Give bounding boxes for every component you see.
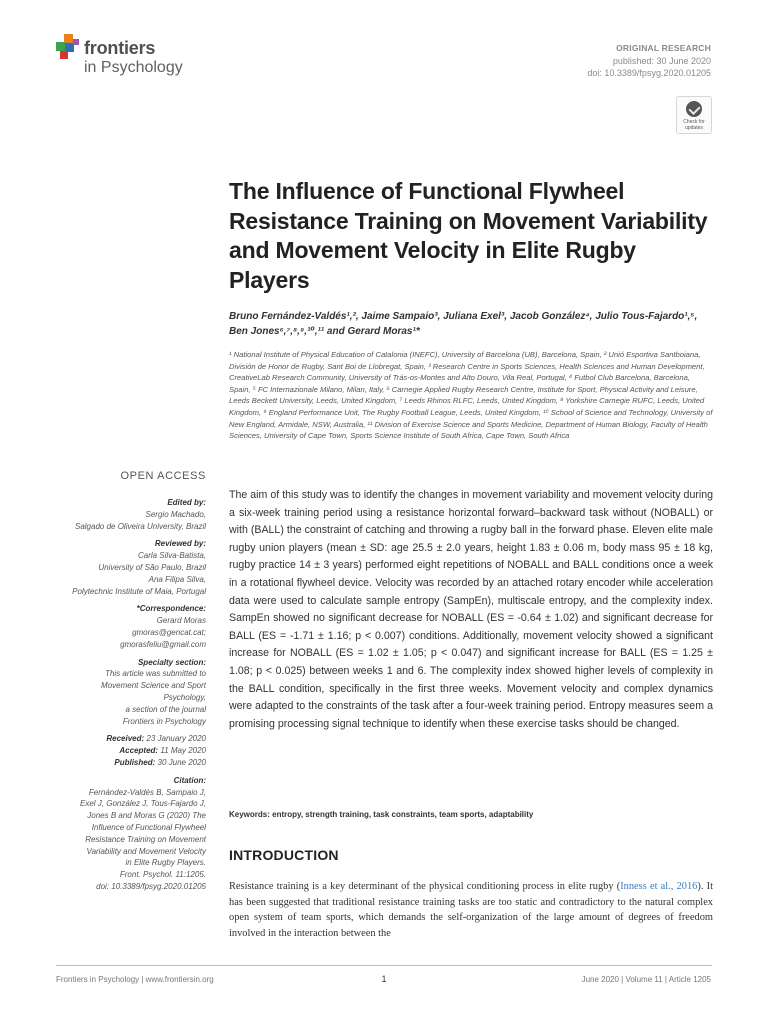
keywords: Keywords: entropy, strength training, task constraints, team sports, adaptability — [229, 810, 534, 819]
correspondent-name: Gerard Moras — [156, 616, 206, 626]
citation-line: in Elite Rugby Players. — [125, 858, 206, 868]
specialty-line: Frontiers in Psychology — [122, 716, 206, 726]
correspondence-heading: *Correspondence: — [136, 604, 206, 614]
page-number: 1 — [381, 974, 387, 984]
published-date: published: 30 June 2020 — [612, 56, 711, 66]
editor-affiliation: Salgado de Oliveira University, Brazil — [74, 521, 206, 531]
check-for-updates-button[interactable] — [676, 96, 712, 134]
correspondent-email[interactable]: gmoras@gencat.cat; — [132, 627, 206, 637]
correspondence — [24, 603, 206, 650]
footer-issue: June 2020 | Volume 11 | Article 1205 — [581, 975, 711, 984]
received-label: Received: — [106, 734, 145, 744]
reviewed-by-heading: Reviewed by: — [154, 539, 206, 549]
introduction-text: Resistance training is a key determinant of the physical conditioning process in elite rugby (Inness et al., 2016). It has been suggested that traditional resistance training tasks are too static and contradictory to the natural complex open system of team sports, which demands the self-organization of the large amount of degrees of freedom involved in the interaction between the — [229, 881, 713, 939]
citation-link[interactable]: Inness et al., 2016 — [620, 881, 698, 892]
reviewer-affiliation: University of São Paulo, Brazil — [98, 562, 206, 572]
specialty-heading: Specialty section: — [137, 657, 206, 667]
affiliations: ¹ National Institute of Physical Education of Catalonia (INEFC), University of Barcelona (UB), Barcelona, Spain, ² Unió Esportiva Santboiana, División de Honor de Rugby, Sant Boi de Llobregat, Spain, ³ Research Centre in Sports Sciences, Health Sciences and Human Development, CreativeLab Research Community, University of Trás-os-Montes and Alto Douro, Vila Real, Portugal, ⁴ Futbol Club Barcelona, Barcelona, Spain, ⁵ FC Internazionale Milano, Milan, Italy, ⁶ Carnegie Applied Rugby Research Centre, Institute for Sport, Physical Activity and Leisure, Leeds Beckett University, Leeds, United Kingdom, ⁷ Leeds Rhinos RLFC, Leeds, United Kingdom, ⁸ Yorkshire Carnegie RUFC, Leeds, United Kingdom, ⁹ England Performance Unit, The Rugby Football League, Leeds, United Kingdom, ¹⁰ School of Science and Technology, University of New England, Armidale, NSW, Australia, ¹¹ Division of Exercise Science and Sports Medicine, Department of Human Biology, Faculty of Health Sciences, University of Cape Town, Sports Science Institute of South Africa, Cape Town, South Africa — [229, 350, 713, 441]
journal-name: in Psychology — [84, 59, 183, 76]
edited-by-heading: Edited by: — [167, 498, 206, 507]
reviewer-affiliation: Polytechnic Institute of Maia, Portugal — [72, 586, 206, 596]
citation-line: Jones B and Moras G (2020) The — [87, 811, 206, 821]
edited-by — [24, 497, 206, 532]
accepted-label: Accepted: — [119, 746, 159, 756]
reviewed-by — [24, 538, 206, 597]
citation-line: Resistance Training on Movement — [85, 834, 206, 844]
footer-journal[interactable]: Frontiers in Psychology | www.frontiersin.org — [56, 975, 214, 984]
editor-name: Sergio Machado, — [145, 509, 206, 519]
specialty-line: Movement Science and Sport — [101, 681, 206, 691]
footer-divider — [56, 965, 712, 966]
received-date: Received: 23 January 2020 — [106, 734, 206, 744]
article-dates — [24, 733, 206, 768]
reviewer-name: Ana Filipa Silva, — [148, 574, 206, 584]
introduction-heading: INTRODUCTION — [229, 847, 339, 863]
citation — [24, 775, 206, 893]
reviewer-name: Carla Silva-Batista, — [137, 551, 206, 561]
citation-line: Exel J, González J, Tous-Fajardo J, — [80, 799, 206, 809]
citation-line: Influence of Functional Flywheel — [91, 822, 206, 832]
article-meta — [587, 55, 711, 79]
open-access-label: OPEN ACCESS — [120, 470, 206, 482]
specialty-line: a section of the journal — [125, 704, 206, 714]
journal-logo[interactable] — [56, 34, 216, 82]
specialty-line: This article was submitted to — [105, 669, 206, 679]
published-label: Published: — [114, 757, 156, 767]
citation-line: Fernández-Valdés B, Sampaio J, — [88, 787, 206, 797]
citation-heading: Citation: — [173, 775, 206, 785]
article-title: The Influence of Functional Flywheel Resistance Training on Movement Variability and Movement Velocity in Elite Rugby Players — [229, 178, 708, 293]
citation-line: Front. Psychol. 11:1205. — [119, 870, 206, 880]
accepted-date: Accepted: 11 May 2020 — [119, 746, 206, 756]
article-doi[interactable]: doi: 10.3389/fpsyg.2020.01205 — [587, 68, 711, 78]
specialty-section — [24, 657, 206, 728]
author-list: Bruno Fernández-Valdés¹,², Jaime Sampaio³, Juliana Exel³, Jacob González⁴, Julio Tous-Fajardo¹,⁵, Ben Jones⁶,⁷,⁸,⁹,¹⁰,¹¹ and Gerard Moras¹* — [229, 311, 698, 337]
article-sidebar — [24, 497, 206, 899]
frontiers-logo-icon — [56, 34, 82, 60]
abstract: The aim of this study was to identify the changes in movement variability and movement velocity during a six-week training period using a resistance horizontal forward–backward task without (NOBALL) or with (BALL) the constraint of catching and throwing a rugby ball in the forward phase. Eleven elite male rugby union players (mean ± SD: age 25.5 ± 2.0 years, height 1.83 ± 0.06 m, body mass 95 ± 18 kg, rugby practice 14 ± 3 years) performed eight repetitions of NOBALL and BALL conditions once a week in a rotational flywheel device. Velocity was recorded by an attached rotary encoder while acceleration data were used to calculate sample entropy (SampEn), multiscale entropy, and the complexity index. SampEn showed no significant decrease for NOBALL (ES = -0.64 ± 1.02) and significant decrease for BALL (ES = -1.71 ± 1.16; p < 0.007) conditions. Additionally, movement velocity showed a significant increase for NOBALL (ES = 1.02 ± 1.05; p < 0.047) and significant increase for BALL (ES = 1.25 ± 1.08; p < 0.025) between weeks 1 and 6. The complexity index showed higher levels of complexity in the BALL condition, specifically in the first three weeks. Movement velocity and complex dynamics were adapted to the constraints of the task after a four-week training period. Entropy measures seem a promising processing signal technique to identify when these exercise tasks should be changed. — [229, 489, 713, 730]
correspondent-email[interactable]: gmorasfeliu@gmail.com — [120, 639, 206, 649]
journal-brand: frontiers — [84, 38, 156, 58]
citation-doi[interactable]: doi: 10.3389/fpsyg.2020.01205 — [96, 881, 206, 891]
article-type: ORIGINAL RESEARCH — [616, 43, 711, 53]
check-for-updates-label: Check for updates — [683, 119, 705, 131]
check-for-updates-icon — [686, 101, 702, 117]
citation-line: Variability and Movement Velocity — [86, 846, 206, 856]
published-date-sidebar: Published: 30 June 2020 — [114, 757, 206, 767]
specialty-line: Psychology, — [163, 692, 206, 702]
